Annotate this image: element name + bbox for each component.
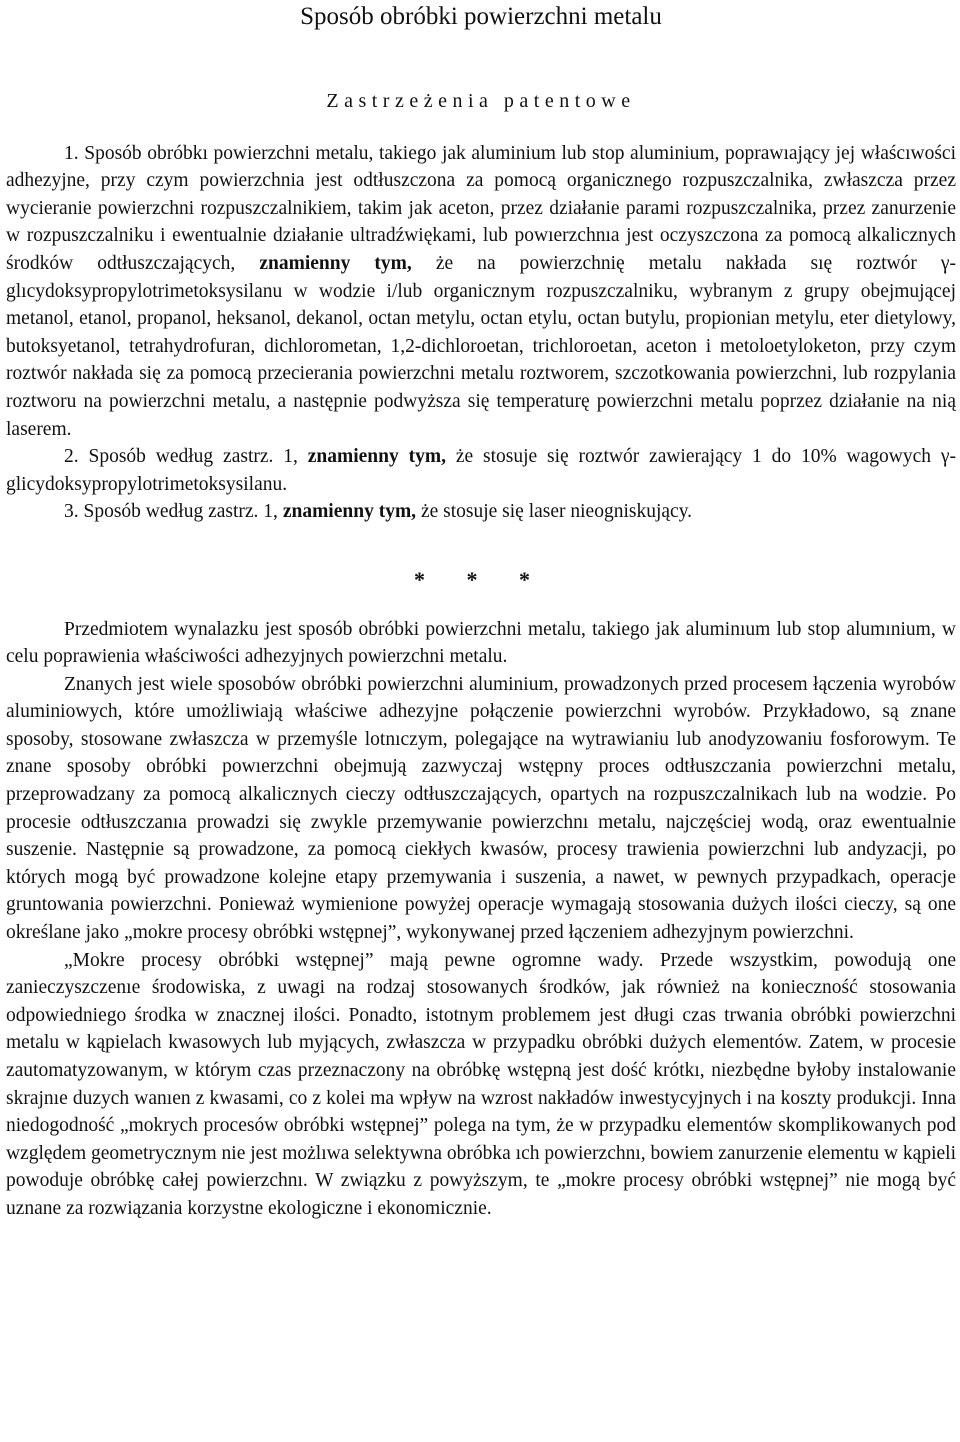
claim-emphasis: znamienny tym, (307, 446, 446, 468)
claim-3 (6, 498, 956, 526)
claim-number: 1. (64, 142, 79, 164)
description-section (6, 616, 956, 1223)
description-paragraph: „Mokre procesy obróbki wstępnej” mają pewne ogromne wady. Przede wszystkim, powodują one zanieczyszczenıe środowiska, z uwagi na rodzaj stosowanych środków, jak również na konieczność stosowania odpowiedniego środka w znacznej ilości. Ponadto, istotnym problemem jest długi czas trwania obróbki powierzchni metalu w kąpielach kwasowych lub myjących, zwłaszcza w przypadku obróbki dużych elementów. Zatem, w procesie zautomatyzowanym, w którym czas przeznaczony na obróbkę wstępną jest dość krótkı, niezbędne byłoby instalowanie skrajnıe duzych wanıen z kwasami, co z kolei ma wpływ na wzrost nakładów inwestycyjnych i na koszty produkcji. Inna niedogodność „mokrych procesów obróbki wstępnej” polega na tym, że w przypadku elementów skomplikowanych pod względem geometrycznym nie jest możlıwa selektywna obróbka ıch powierzchnı, bowiem zanurzenie elementu w kąpieli powoduje obróbkę całej powierzchnı. W związku z powyższym, te „mokre procesy obróbki wstępnej” nie mogą być uznane za rozwiązania korzystne ekologiczne i ekonomicznie. (6, 949, 956, 1219)
document-title: Sposób obróbki powierzchni metalu (300, 3, 662, 30)
section-separator: * * * (414, 566, 548, 592)
claim-text: że stosuje się laser nieogniskujący. (420, 501, 693, 523)
claim-text: że na powierzchnię metalu nakłada sıę roztwór γ-glıcydoksypropylotrimetoksysilanu w wodzie i/lub organicznym rozpuszczalniku, wybranym z grupy obejmującej metanol, etanol, propanol, heksanol, dekanol, octan metylu, octan etylu, octan butylu, propionian metylu, eter dietylowy, butoksyetanol, tetrahydrofuran, dichlorometan, 1,2-dichloroetan, trichloroetan, aceton i metoloetyloketon, przy czym roztwór nakłada się za pomocą przecierania powierzchni metalu roztworem, szczotkowania powierzchni, lub rozpylania roztworu na powierzchni metalu, a następnie podwyższa się temperaturę powierzchni metalu poprzez działanie na nią laserem. (6, 252, 957, 440)
claim-text: Sposób według zastrz. 1, (88, 446, 298, 468)
description-paragraph: Znanych jest wiele sposobów obróbki powierzchni aluminium, prowadzonych przed procesem łączenia wyrobów aluminiowych, które umożliwiają właściwe adhezyjne połączenie powierzchni wyrobów. Przykładowo, są znane sposoby, stosowane zwłaszcza w przemyśle lotnıczym, polegające na wytrawianiu lub anodyzowaniu fosforowym. Te znane sposoby obróbki powıerzchni obejmują zazwyczaj wstępny proces odtłuszczania powierzchni metalu, przeprowadzany za pomocą alkalicznych cieczy odtłuszczających, opartych na rozpuszczalnikach lub na wodzie. Po procesie odtłuszczanıa prowadzi się zwykle przemywanie powierzchnı metalu, najczęściej wodą, oraz ewentualnie suszenie. Następnie są prowadzone, za pomocą ciekłych kwasów, procesy trawienia powierzchni lub andyzacji, po których mogą być prowadzone kolejne etapy przemywania i suszenia, a nawet, w pewnych przypadkach, operacje gruntowania powierzchni. Ponieważ wymienione powyżej operacje wymagają stosowania dużych ilości cieczy, są one określane jako „mokre procesy obróbki wstępnej”, wykonywanej przed łączeniem adhezyjnym powierzchni. (6, 673, 956, 944)
description-paragraph: Przedmiotem wynalazku jest sposób obróbki powierzchni metalu, takiego jak aluminıum lub stop alumınium, w celu poprawienia właściwości adhezyjnych powierzchni metalu. (6, 618, 956, 668)
claims-heading: Zastrzeżenia patentowe (326, 90, 636, 112)
claims-section (6, 140, 956, 526)
claim-number: 2. (64, 446, 79, 468)
claim-2 (6, 443, 956, 498)
claim-1 (6, 140, 956, 444)
claim-text: Sposób obróbkı powierzchni metalu, takiego jak aluminium lub stop aluminium, poprawıający jej właścıwości adhezyjne, przy czym powierzchnia jest odtłuszczona za pomocą organicznego rozpuszczalnika, zwłaszcza przez wycieranie powierzchni rozpuszczalnikiem, takim jak aceton, przez działanie parami rozpuszczalnika, przez zanurzenie w rozpuszczalniku i ewentualnie działanie ultradźwiękami, lub powıerzchnıa jest oczyszczona za pomocą alkalicznych środków odtłuszczających, (6, 142, 957, 274)
claim-number: 3. (64, 501, 79, 523)
claim-emphasis: znamienny tym, (259, 252, 412, 274)
claim-text: Sposób według zastrz. 1, (83, 501, 278, 523)
claim-text: że stosuje się roztwór zawierający 1 do 10% wagowych γ-glicydoksypropylotrimetoksysilanu. (6, 446, 957, 495)
claim-emphasis: znamienny tym, (282, 501, 417, 523)
